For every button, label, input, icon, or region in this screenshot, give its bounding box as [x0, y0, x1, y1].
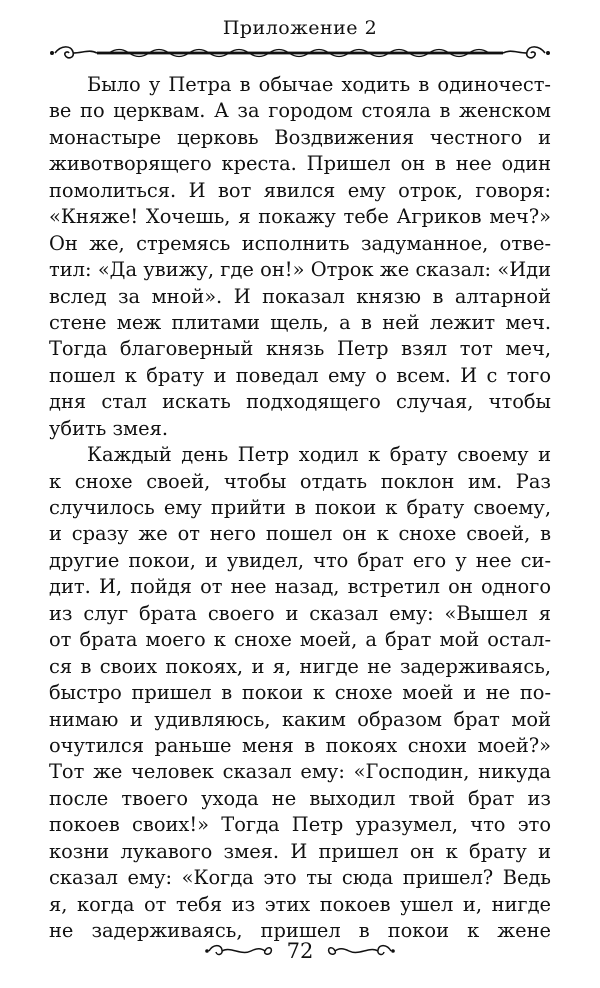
running-head: Приложение 2 [222, 17, 378, 39]
text-line: от брата моего к снохе моей, а брат мой остал- [49, 628, 551, 652]
text-line: сказал ему: «Когда это ты сюда пришел? Ведь [49, 866, 551, 890]
text-line: Тогда благоверный князь Петр взял тот меч, [49, 337, 551, 361]
text-line: стене меж плитами щель, а в ней лежит меч. [49, 310, 551, 334]
text-line: к снохе своей, чтобы отдать поклон им. Раз [49, 469, 551, 493]
text-line: ся в своих покоях, и я, нигде не задерживаясь, [49, 654, 551, 678]
right-footer-ornament [325, 941, 395, 961]
text-line: тил: «Да увижу, где он!» Отрок же сказал: «Иди [49, 258, 551, 282]
text-line: я, когда от тебя из этих покоев ушел и, нигде [49, 892, 551, 916]
text-line: нимаю и удивляюсь, каким образом брат мой [49, 707, 551, 731]
text-line: дня стал искать подходящего случая, чтобы [49, 390, 551, 414]
text-line: Тот же человек сказал ему: «Господин, никуда [49, 760, 551, 784]
text-line: другие покои, и увидел, что брат его у нее си- [49, 548, 551, 572]
text-line: помолиться. И вот явился ему отрок, говоря: [49, 178, 551, 202]
text-line: монастыре церковь Воздвижения честного и [49, 125, 551, 149]
left-footer-ornament [205, 941, 275, 961]
text-line: убить змея. [49, 416, 168, 440]
text-line: не задерживаясь, пришел в покои к жене [49, 919, 551, 942]
text-line: быстро пришел в покои к снохе моей и не по- [49, 681, 551, 705]
text-line: Каждый день Петр ходил к брату своему и [87, 443, 551, 467]
paragraph [49, 72, 551, 442]
text-line: козни лукавого змея. И пришел он к брату и [49, 839, 551, 863]
text-line: после твоего ухода не выходил твой брат из [49, 786, 551, 810]
text-line: ве по церквам. А за городом стояла в женском [49, 99, 551, 123]
text-line: из слуг брата своего и сказал ему: «Вышел я [49, 601, 551, 625]
text-line: покоев своих!» Тогда Петр уразумел, что это [49, 813, 551, 837]
body-text [49, 72, 551, 944]
text-line: животворящего креста. Пришел он в нее один [49, 152, 551, 176]
page-footer [0, 938, 600, 964]
text-line: «Княже! Хочешь, я покажу тебе Агриков меч?» [49, 205, 551, 229]
text-line: вслед за мной». И показал князю в алтарной [49, 284, 551, 308]
text-line: Было у Петра в обычае ходить в одиночест- [87, 73, 551, 96]
text-line: Он же, стремясь исполнить задуманное, отве- [49, 231, 551, 255]
page-number: 72 [286, 939, 314, 963]
paragraph [49, 442, 551, 944]
header-ornament [49, 43, 551, 63]
text-line: и сразу же от него пошел он к снохе своей, в [49, 522, 551, 546]
text-line: случилось ему прийти в покои к брату своему, [49, 496, 551, 519]
text-line: очутился раньше меня в покоях снохи моей?» [49, 733, 551, 757]
text-line: дит. И, пойдя от нее назад, встретил он одного [49, 575, 551, 599]
text-line: пошел к брату и поведал ему о всем. И с того [49, 363, 551, 387]
